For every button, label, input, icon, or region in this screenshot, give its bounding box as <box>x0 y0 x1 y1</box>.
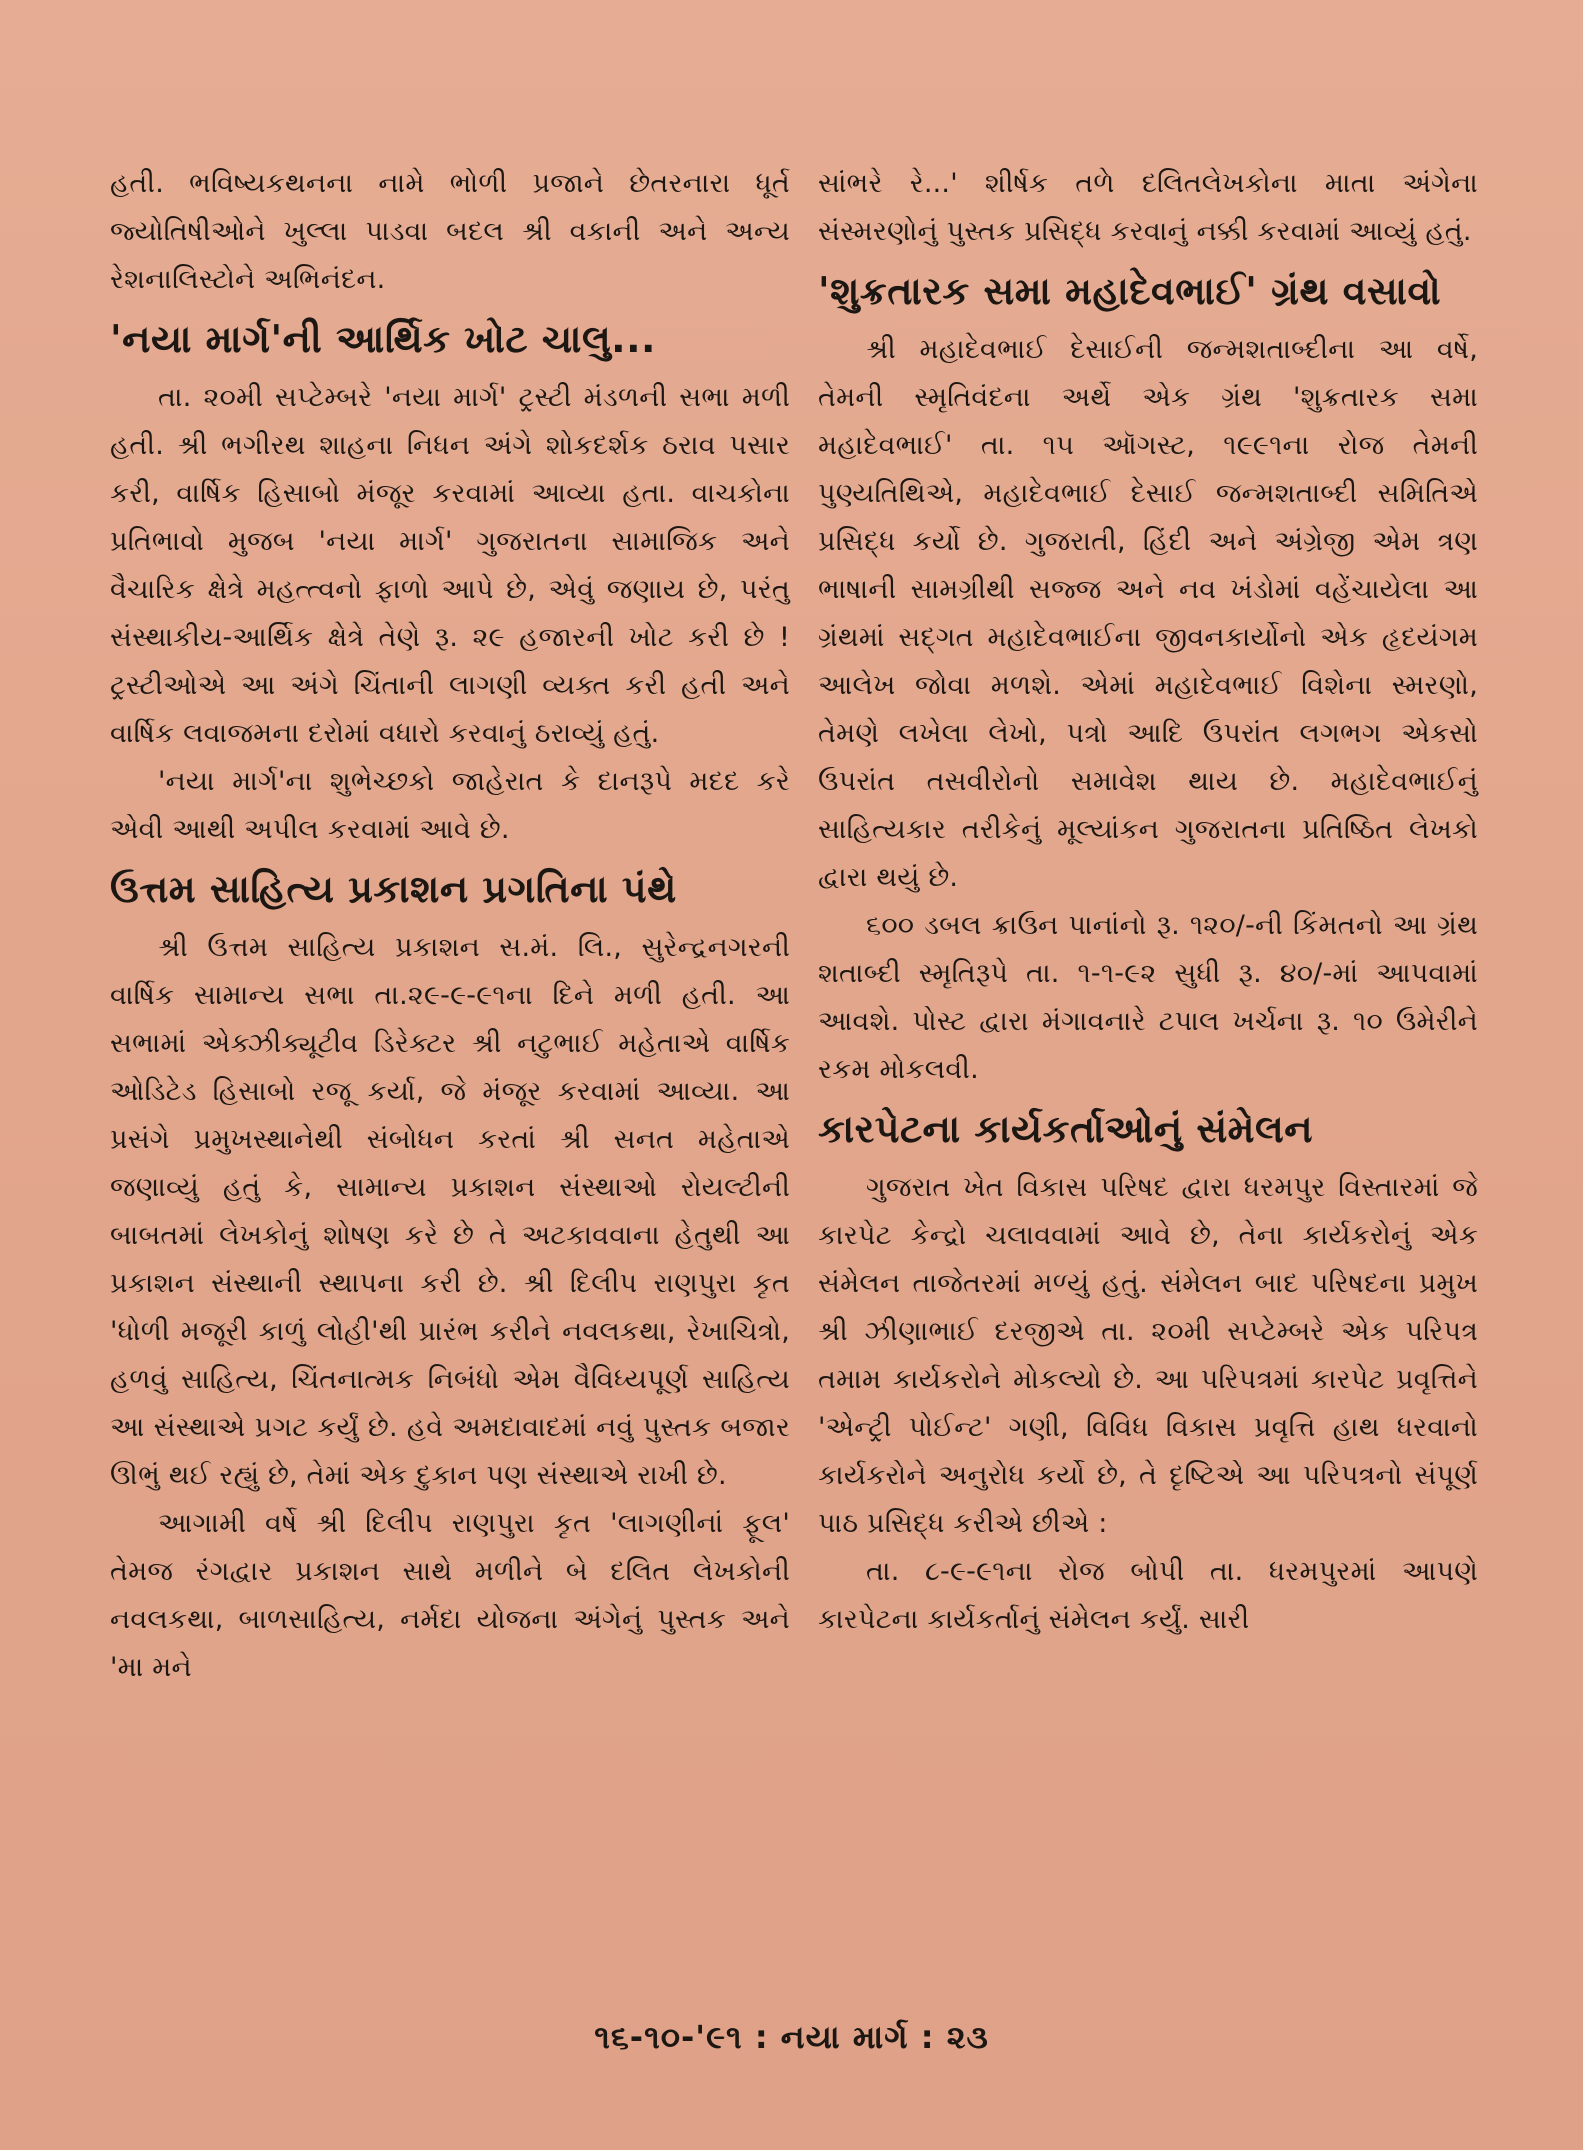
heading-uttam-sahitya: ઉત્તમ સાહિત્ય પ્રકાશન પ્રગતિના પંથે <box>110 867 677 911</box>
left-intro-paragraph: હતી. ભવિષ્યકથનના નામે ભોળી પ્રજાને છેતરનારા ધૂર્ત જ્યોતિષીઓને ખુલ્લા પાડવા બદલ શ્રી વકાની અને અન્ય રેશનાલિસ્ટોને અભિનંદન. <box>110 168 790 295</box>
heading-naya-marg-loss: 'નયા માર્ગ'ની આર્થિક ખોટ ચાલુ... <box>110 317 656 361</box>
naya-marg-loss-paragraph-2: 'નયા માર્ગ'ના શુભેચ્છકો જાહેરાત કે દાનરૂપે મદદ કરે એવી આથી અપીલ કરવામાં આવે છે. <box>110 766 790 845</box>
heading-carpet-sammelan: કારપેટના કાર્યકર્તાઓનું સંમેલન <box>818 1107 1314 1151</box>
heading-shukratarak: 'શુક્રતારક સમા મહાદેવભાઈ' ગ્રંથ વસાવો <box>818 269 1442 313</box>
shukratarak-paragraph-2: ૬૦૦ ડબલ ક્રાઉન પાનાંનો રૂ. ૧૨૦/-ની કિંમતનો આ ગ્રંથ શતાબ્દી સ્મૃતિરૂપે તા. ૧-૧-૯૨ સુધી રૂ. ૪૦/-માં આપવામાં આવશે. પોસ્ટ દ્વારા મંગાવનારે ટપાલ ખર્ચના રૂ. ૧૦ ઉમેરીને રકમ મોકલવી. <box>818 910 1478 1085</box>
right-intro-paragraph: સાંભરે રે...' શીર્ષક તળે દલિતલેખકોના માતા અંગેના સંસ્મરણોનું પુસ્તક પ્રસિદ્ધ કરવાનું નક્કી કરવામાં આવ્યું હતું. <box>818 168 1478 247</box>
uttam-sahitya-paragraph-2: આગામી વર્ષે શ્રી દિલીપ રાણપુરા કૃત 'લાગણીનાં ફૂલ' તેમજ રંગદ્વાર પ્રકાશન સાથે મળીને બે દલિત લેખકોની નવલકથા, બાળસાહિત્ય, નર્મદા યોજના અંગેનું પુસ્તક અને 'મા મને <box>110 1508 790 1683</box>
naya-marg-loss-paragraph-1: તા. ૨૦મી સપ્ટેમ્બરે 'નયા માર્ગ' ટ્રસ્ટી મંડળની સભા મળી હતી. શ્રી ભગીરથ શાહના નિધન અંગે શોકદર્શક ઠરાવ પસાર કરી, વાર્ષિક હિસાબો મંજૂર કરવામાં આવ્યા હતા. વાચકોના પ્રતિભાવો મુજબ 'નયા માર્ગ' ગુજરાતના સામાજિક અને વૈચારિક ક્ષેત્રે મહત્ત્વનો ફાળો આપે છે, એવું જણાય છે, પરંતુ સંસ્થાકીય-આર્થિક ક્ષેત્રે તેણે રૂ. ૨૯ હજારની ખોટ કરી છે ! ટ્રસ્ટીઓએ આ અંગે ચિંતાની લાગણી વ્યક્ત કરી હતી અને વાર્ષિક લવાજમના દરોમાં વધારો કરવાનું ઠરાવ્યું હતું. <box>110 382 790 749</box>
left-column <box>110 160 790 1692</box>
uttam-sahitya-paragraph-1: શ્રી ઉત્તમ સાહિત્ય પ્રકાશન સ.મં. લિ., સુરેન્દ્રનગરની વાર્ષિક સામાન્ય સભા તા.૨૯-૯-૯૧ના દિને મળી હતી. આ સભામાં એક્ઝીક્યૂટીવ ડિરેક્ટર શ્રી નટુભાઈ મહેતાએ વાર્ષિક ઓડિટેડ હિસાબો રજૂ કર્યા, જે મંજૂર કરવામાં આવ્યા. આ પ્રસંગે પ્રમુખસ્થાનેથી સંબોધન કરતાં શ્રી સનત મહેતાએ જણાવ્યું હતું કે, સામાન્ય પ્રકાશન સંસ્થાઓ રોયલ્ટીની બાબતમાં લેખકોનું શોષણ કરે છે તે અટકાવવાના હેતુથી આ પ્રકાશન સંસ્થાની સ્થાપના કરી છે. શ્રી દિલીપ રાણપુરા કૃત 'ધોળી મજૂરી કાળું લોહી'થી પ્રારંભ કરીને નવલકથા, રેખાચિત્રો, હળવું સાહિત્ય, ચિંતનાત્મક નિબંધો એમ વૈવિધ્યપૂર્ણ સાહિત્ય આ સંસ્થાએ પ્રગટ કર્યું છે. હવે અમદાવાદમાં નવું પુસ્તક બજાર ઊભું થઈ રહ્યું છે, તેમાં એક દુકાન પણ સંસ્થાએ રાખી છે. <box>110 932 790 1491</box>
shukratarak-paragraph-1: શ્રી મહાદેવભાઈ દેસાઈની જન્મશતાબ્દીના આ વર્ષે, તેમની સ્મૃતિવંદના અર્થે એક ગ્રંથ 'શુક્રતારક સમા મહાદેવભાઈ' તા. ૧૫ ઑગસ્ટ, ૧૯૯૧ના રોજ તેમની પુણ્યતિથિએ, મહાદેવભાઈ દેસાઈ જન્મશતાબ્દી સમિતિએ પ્રસિદ્ધ કર્યો છે. ગુજરાતી, હિંદી અને અંગ્રેજી એમ ત્રણ ભાષાની સામગ્રીથી સજ્જ અને નવ ખંડોમાં વહેંચાયેલા આ ગ્રંથમાં સદ્ગત મહાદેવભાઈના જીવનકાર્યોનો એક હૃદયંગમ આલેખ જોવા મળશે. એમાં મહાદેવભાઈ વિશેના સ્મરણો, તેમણે લખેલા લેખો, પત્રો આદિ ઉપરાંત લગભગ એકસો ઉપરાંત તસવીરોનો સમાવેશ થાય છે. મહાદેવભાઈનું સાહિત્યકાર તરીકેનું મૂલ્યાંકન ગુજરાતના પ્રતિષ્ઠિત લેખકો દ્વારા થયું છે. <box>818 334 1478 893</box>
carpet-sammelan-paragraph-2: તા. ૮-૯-૯૧ના રોજ બોપી તા. ધરમપુરમાં આપણે કારપેટના કાર્યકર્તાનું સંમેલન કર્યું. સારી <box>818 1556 1478 1635</box>
page-footer: ૧૬-૧૦-'૯૧ : નયા માર્ગ : ૨૩ <box>594 2018 989 2056</box>
right-column <box>818 160 1478 1644</box>
carpet-sammelan-paragraph-1: ગુજરાત ખેત વિકાસ પરિષદ દ્વારા ધરમપુર વિસ્તારમાં જે કારપેટ કેન્દ્રો ચલાવવામાં આવે છે, તેના કાર્યકરોનું એક સંમેલન તાજેતરમાં મળ્યું હતું. સંમેલન બાદ પરિષદના પ્રમુખ શ્રી ઝીણાભાઈ દરજીએ તા. ૨૦મી સપ્ટેમ્બરે એક પરિપત્ર તમામ કાર્યકરોને મોકલ્યો છે. આ પરિપત્રમાં કારપેટ પ્રવૃત્તિને 'એન્ટ્રી પોઈન્ટ' ગણી, વિવિધ વિકાસ પ્રવૃત્તિ હાથ ધરવાનો કાર્યકરોને અનુરોધ કર્યો છે, તે દૃષ્ટિએ આ પરિપત્રનો સંપૂર્ણ પાઠ પ્રસિદ્ધ કરીએ છીએ : <box>818 1172 1478 1539</box>
